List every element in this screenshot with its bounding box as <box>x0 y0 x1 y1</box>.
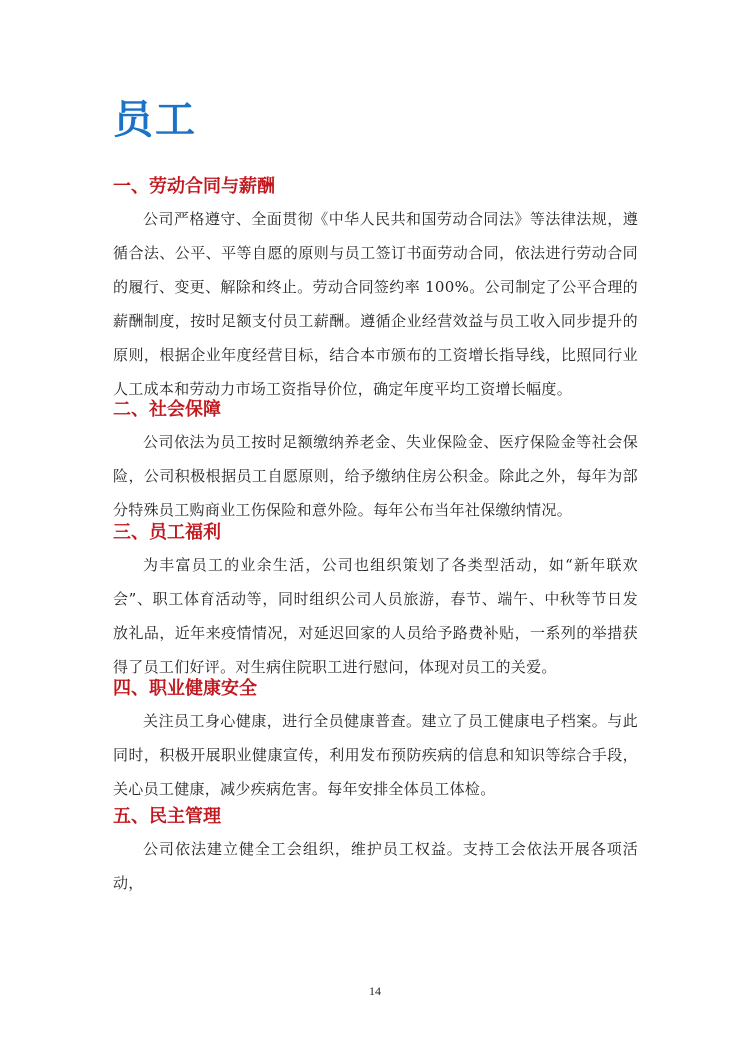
section-body-occupational-health: 关注员工身心健康，进行全员健康普查。建立了员工健康电子档案。与此同时，积极开展职业健康宣传，利用发布预防疾病的信息和知识等综合手段，关心员工健康，减少疾病危害。每年安排全体员工体检。 <box>113 712 638 798</box>
section-heading-labor-contract: 一、劳动合同与薪酬 <box>113 176 275 197</box>
section-body-democratic-management: 公司依法建立健全工会组织，维护员工权益。支持工会依法开展各项活动， <box>113 840 638 892</box>
section-body-labor-contract: 公司严格遵守、全面贯彻《中华人民共和国劳动合同法》等法律法规，遵循合法、公平、平等自愿的原则与员工签订书面劳动合同，依法进行劳动合同的履行、变更、解除和终止。劳动合同签约率 100%。公司制定了公平合理的薪酬制度，按时足额支付员工薪酬。遵循企业经营效益与员工收入同步提升的原则，根据企业年度经营目标，结合本市颁布的工资增长指导线，比照同行业人工成本和劳动力市场工资指导价位，确定年度平均工资增长幅度。 <box>113 210 638 398</box>
section-body-employee-welfare: 为丰富员工的业余生活，公司也组织策划了各类型活动，如“新年联欢会”、职工体育活动等，同时组织公司人员旅游，春节、端午、中秋等节日发放礼品，近年来疫情情况，对延迟回家的人员给予路费补贴，一系列的举措获得了员工们好评。对生病住院职工进行慰问，体现对员工的关爱。 <box>113 556 638 676</box>
section-heading-democratic-management: 五、民主管理 <box>113 806 221 827</box>
page-title: 员工 <box>113 97 197 143</box>
section-body-social-security: 公司依法为员工按时足额缴纳养老金、失业保险金、医疗保险金等社会保险，公司积极根据员工自愿原则，给予缴纳住房公积金。除此之外，每年为部分特殊员工购商业工伤保险和意外险。每年公布当年社保缴纳情况。 <box>113 433 638 519</box>
section-heading-occupational-health: 四、职业健康安全 <box>113 678 257 699</box>
section-heading-employee-welfare: 三、员工福利 <box>113 522 221 543</box>
page-number: 14 <box>369 984 381 998</box>
section-heading-social-security: 二、社会保障 <box>113 399 221 420</box>
